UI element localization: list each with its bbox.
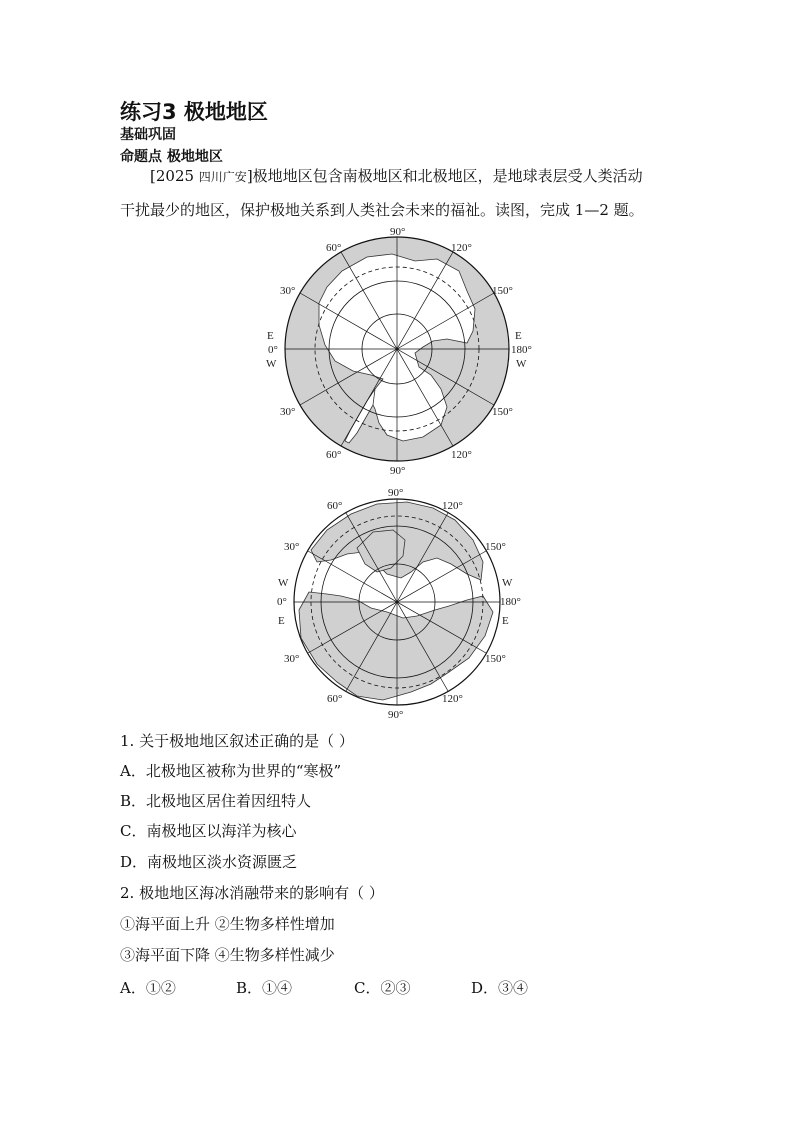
antarctic-map xyxy=(262,222,532,480)
label-30-lower: 30° xyxy=(284,653,300,665)
intro-text-1: 极地地区包含南极地区和北极地区，是地球表层受人类活动 xyxy=(252,167,643,185)
label-e-left: E xyxy=(278,615,285,627)
label-30-upper: 30° xyxy=(284,541,300,553)
question-2-statements-2: ③海平面下降 ④生物多样性减少 xyxy=(120,946,335,964)
page-title: 练习3 极地地区 xyxy=(120,100,268,124)
intro-line-2: 干扰最少的地区，保护极地关系到人类社会未来的福祉。读图，完成 1—2 题。 xyxy=(120,201,644,219)
source-place: 四川广安 xyxy=(198,170,247,184)
question-2-statements-1: ①海平面上升 ②生物多样性增加 xyxy=(120,915,335,933)
question-1-stem: 1. 关于极地地区叙述正确的是（ ） xyxy=(120,732,354,750)
label-60-upper: 60° xyxy=(327,500,343,512)
label-w-right: W xyxy=(502,577,513,589)
label-60-upper: 60° xyxy=(326,242,342,254)
label-120-upper: 120° xyxy=(442,500,463,512)
label-30-upper: 30° xyxy=(280,285,296,297)
topic-heading: 命题点 极地地区 xyxy=(120,149,223,165)
source-suffix: ] xyxy=(246,167,253,185)
label-150-lower: 150° xyxy=(492,406,513,418)
label-90-top: 90° xyxy=(390,226,406,238)
source-prefix: [2025 xyxy=(150,167,199,185)
label-60-lower: 60° xyxy=(326,449,342,461)
label-e-right: E xyxy=(515,330,522,342)
question-1-option-c: C．南极地区以海洋为核心 xyxy=(120,822,297,840)
intro-line-1 xyxy=(150,165,643,186)
label-90-bottom: 90° xyxy=(390,465,406,477)
label-150-upper: 150° xyxy=(485,541,506,553)
label-0: 0° xyxy=(268,344,278,356)
question-1-option-b: B．北极地区居住着因纽特人 xyxy=(120,792,312,810)
label-180: 180° xyxy=(511,344,532,356)
label-90-bottom: 90° xyxy=(388,709,404,721)
question-2-stem: 2. 极地地区海冰消融带来的影响有（ ） xyxy=(120,884,384,902)
question-2-choice-b: B．①④ xyxy=(236,979,293,997)
question-2-choice-a: A．①② xyxy=(120,979,176,997)
section-heading: 基础巩固 xyxy=(120,127,176,143)
label-120-lower: 120° xyxy=(442,693,463,705)
label-w-left: W xyxy=(278,577,289,589)
label-150-upper: 150° xyxy=(492,285,513,297)
label-90-top: 90° xyxy=(388,487,404,499)
question-1-option-d: D．南极地区淡水资源匮乏 xyxy=(120,853,298,871)
label-180: 180° xyxy=(500,596,521,608)
label-120-upper: 120° xyxy=(451,242,472,254)
label-0: 0° xyxy=(277,596,287,608)
arctic-map xyxy=(262,484,532,724)
label-e-left: E xyxy=(267,330,274,342)
label-60-lower: 60° xyxy=(327,693,343,705)
label-w-left: W xyxy=(266,358,277,370)
label-e-right: E xyxy=(502,615,509,627)
label-150-lower: 150° xyxy=(485,653,506,665)
question-2-choice-d: D．③④ xyxy=(471,979,529,997)
label-30-lower: 30° xyxy=(280,406,296,418)
question-2-choice-c: C．②③ xyxy=(354,979,411,997)
label-120-lower: 120° xyxy=(451,449,472,461)
question-1-option-a: A．北极地区被称为世界的“寒极” xyxy=(120,762,342,780)
label-w-right: W xyxy=(516,358,527,370)
